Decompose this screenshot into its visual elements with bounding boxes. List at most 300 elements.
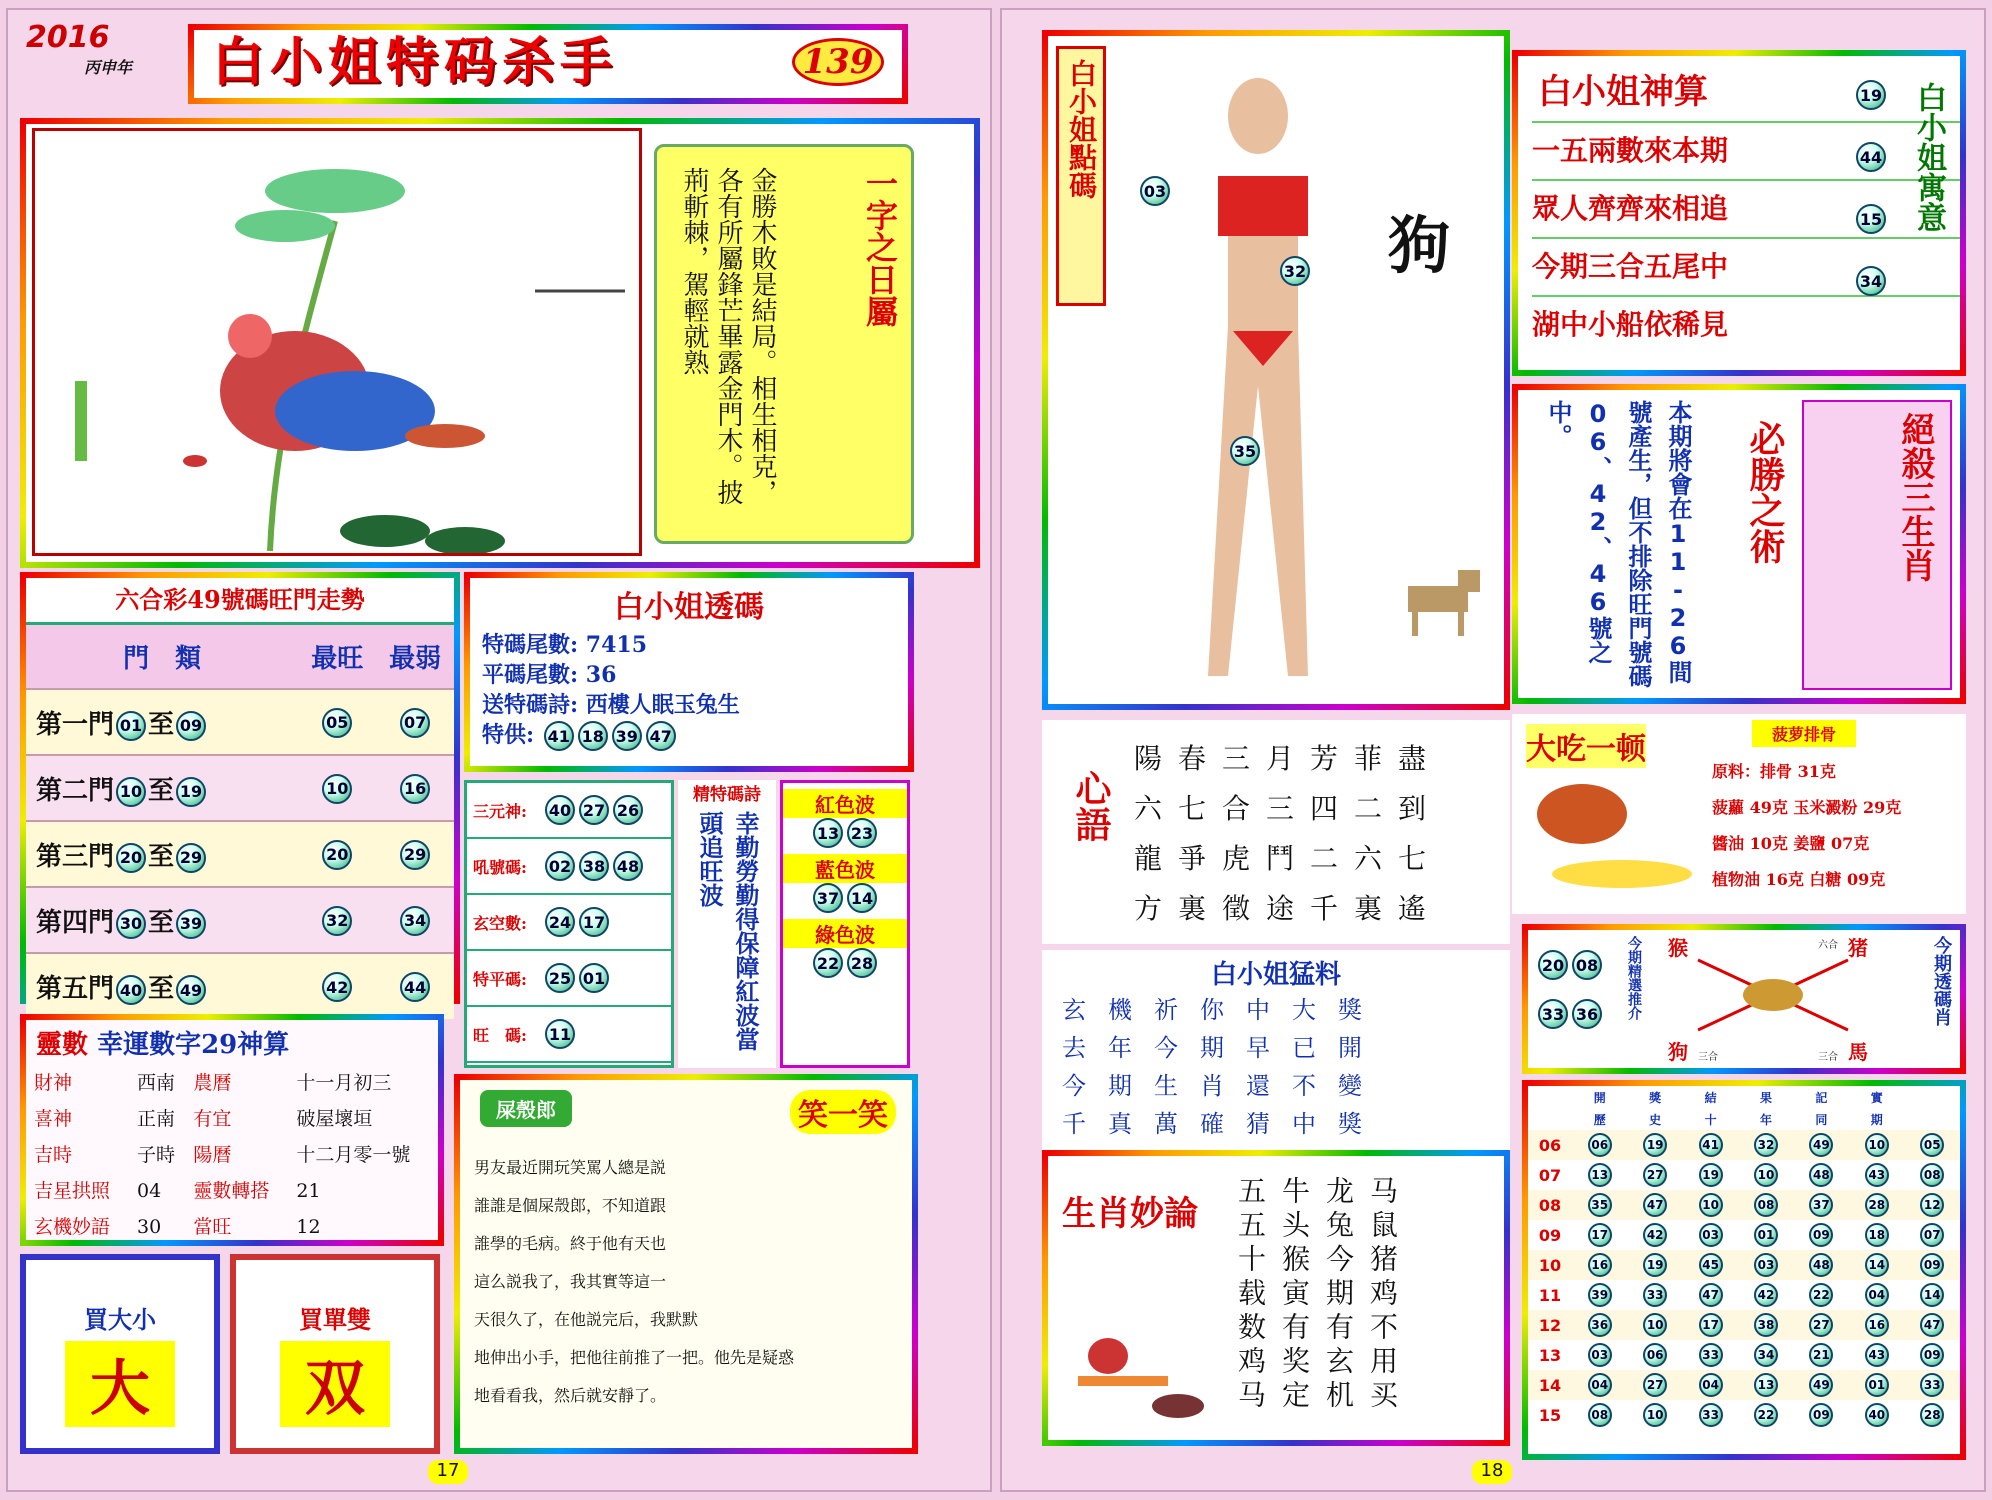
ball: 48 xyxy=(1809,1163,1833,1187)
trend-row xyxy=(26,887,454,953)
history-header-cell: 同 xyxy=(1815,1112,1828,1127)
door-label: 第四門 xyxy=(36,907,115,938)
ball: 40 xyxy=(116,975,146,1005)
poem-line: 金勝木敗是結局。 xyxy=(747,167,777,375)
ball: 30 xyxy=(116,909,146,939)
ball: 20 xyxy=(1538,950,1568,980)
history-year: 14 xyxy=(1538,1375,1562,1395)
meng-row: 玄機祈你中大獎 xyxy=(1062,996,1384,1024)
ball: 03 xyxy=(1699,1223,1723,1247)
miao-col: 龙兔今期有玄机 xyxy=(1322,1176,1355,1414)
ball: 44 xyxy=(1856,142,1886,172)
jue-box xyxy=(1802,400,1952,690)
miao-title: 生肖妙論 xyxy=(1062,1194,1198,1234)
xinyu-panel xyxy=(1042,720,1510,944)
xinyu-row: 六七合三四二到 xyxy=(1134,792,1443,825)
ball: 07 xyxy=(400,708,430,738)
code-label: 特平碼: xyxy=(473,969,527,989)
door-to: 至 xyxy=(148,841,175,872)
code-label: 吼號碼: xyxy=(473,857,527,877)
xinyu-text xyxy=(1134,734,1442,934)
story-line: 誰誰是個屎殼郎，不知道跟 xyxy=(474,1196,667,1215)
lucky-cell: 吉時 xyxy=(34,1144,73,1166)
lucky-title-b: 幸運數字29神算 xyxy=(97,1030,290,1060)
lucky-cell: 西南 xyxy=(137,1072,176,1094)
history-year: 10 xyxy=(1538,1255,1562,1275)
buy-size-box xyxy=(20,1254,220,1454)
ball: 34 xyxy=(400,906,430,936)
ball: 47 xyxy=(646,721,676,751)
ball: 21 xyxy=(1809,1343,1833,1367)
year-sub: 丙申年 xyxy=(84,58,133,77)
history-cell xyxy=(1572,1160,1627,1190)
code-label: 三元神: xyxy=(473,801,527,821)
jing-panel xyxy=(1522,924,1966,1074)
ball: 03 xyxy=(1588,1343,1612,1367)
history-cell xyxy=(1572,1190,1627,1220)
ball: 29 xyxy=(176,843,206,873)
code-label: 玄空數: xyxy=(473,913,527,933)
tou-label: 特供: xyxy=(482,722,535,748)
history-cell xyxy=(1738,1250,1793,1280)
history-header xyxy=(1528,1086,1960,1108)
jing-right: 今期透碼肖 xyxy=(1931,936,1952,1026)
ball: 07 xyxy=(1920,1223,1944,1247)
history-cell xyxy=(1683,1160,1738,1190)
history-cell xyxy=(1572,1220,1627,1250)
ball: 08 xyxy=(1572,950,1602,980)
ball: 14 xyxy=(1865,1253,1889,1277)
ball: 44 xyxy=(400,972,430,1002)
ball: 32 xyxy=(1280,256,1310,286)
history-cell xyxy=(1738,1160,1793,1190)
lucky-cell: 21 xyxy=(296,1180,321,1202)
miao-text xyxy=(1228,1176,1404,1436)
meng-row: 千真萬確猜中獎 xyxy=(1062,1110,1384,1138)
history-header-cell: 史 xyxy=(1649,1112,1662,1127)
history-cell xyxy=(1683,1310,1738,1340)
ball: 29 xyxy=(400,840,430,870)
tou-line: 平碼尾數: 36 xyxy=(482,662,617,688)
jing-a1: 猴 xyxy=(1668,936,1688,960)
ball: 22 xyxy=(1754,1403,1778,1427)
title-banner xyxy=(188,24,908,104)
ball: 01 xyxy=(1865,1373,1889,1397)
lucky-cell: 陽曆 xyxy=(193,1144,232,1166)
lucky-cell: 正南 xyxy=(137,1108,176,1130)
trend-table xyxy=(26,625,454,1019)
tou-title: 白小姐透碼 xyxy=(614,590,764,625)
ball: 16 xyxy=(400,774,430,804)
lucky-cell: 玄機妙語 xyxy=(34,1216,111,1238)
history-header-cell: 期 xyxy=(1870,1112,1883,1127)
bisheng-text xyxy=(1538,400,1698,690)
history-cell xyxy=(1738,1280,1793,1310)
ball: 36 xyxy=(1572,999,1602,1029)
lucky-cell: 十二月零一號 xyxy=(296,1144,411,1166)
history-cell xyxy=(1683,1190,1738,1220)
wave-group xyxy=(783,854,907,913)
jing-s2: 三合 xyxy=(1698,1052,1718,1063)
history-row xyxy=(1528,1190,1960,1220)
ball: 47 xyxy=(1643,1193,1667,1217)
jue-title: 絕殺三生肖 xyxy=(1895,412,1935,582)
tou-special xyxy=(482,720,908,751)
lucky-panel xyxy=(20,1014,444,1246)
history-cell xyxy=(1905,1250,1961,1280)
ball: 05 xyxy=(322,708,352,738)
trend-row xyxy=(26,953,454,1019)
wave-label: 綠色波 xyxy=(783,919,907,948)
ball: 19 xyxy=(1643,1253,1667,1277)
lucky-cell: 破屋壞垣 xyxy=(296,1108,373,1130)
ball: 09 xyxy=(176,711,206,741)
shen-line: 今期三合五尾中 xyxy=(1532,237,1960,295)
trend-min xyxy=(376,821,454,887)
code-row xyxy=(467,783,671,839)
lucky-row xyxy=(26,1137,438,1173)
history-cell xyxy=(1905,1370,1961,1400)
story-panel xyxy=(454,1074,918,1454)
ball: 14 xyxy=(1920,1283,1944,1307)
door-to: 至 xyxy=(148,907,175,938)
ball: 27 xyxy=(1809,1313,1833,1337)
year: 2016 xyxy=(26,20,110,55)
history-cell xyxy=(1572,1130,1627,1160)
ball: 19 xyxy=(1643,1133,1667,1157)
history-cell xyxy=(1683,1280,1738,1310)
ball: 41 xyxy=(1699,1133,1723,1157)
lucky-cell: 12 xyxy=(296,1216,321,1238)
buy-odd-label: 買單雙 xyxy=(299,1305,371,1334)
lucky-row xyxy=(26,1065,438,1101)
poem-line: 相生相克，各有所屬 xyxy=(713,167,777,505)
ball: 13 xyxy=(1588,1163,1612,1187)
ball: 19 xyxy=(176,777,206,807)
recipe-line: 醬油 10克 姜鹽 07克 xyxy=(1712,834,1870,853)
story-text xyxy=(460,1137,912,1427)
ball: 08 xyxy=(1920,1163,1944,1187)
lucky-cell: 有宜 xyxy=(193,1108,232,1130)
ball: 45 xyxy=(1699,1253,1723,1277)
history-cell xyxy=(1849,1370,1904,1400)
history-header xyxy=(1528,1108,1960,1130)
ball: 10 xyxy=(1643,1313,1667,1337)
xinyu-row: 陽春三月芳菲盡 xyxy=(1134,742,1443,775)
xinyu-row: 龍爭虎鬥二六七 xyxy=(1134,842,1443,875)
history-row xyxy=(1528,1160,1960,1190)
lucky-cell: 04 xyxy=(137,1180,162,1202)
trend-header: 最弱 xyxy=(389,644,442,674)
ball: 37 xyxy=(813,883,843,913)
ball: 36 xyxy=(1588,1313,1612,1337)
poem2-col: 幸勤勞勤得保障 xyxy=(731,811,760,979)
history-row xyxy=(1528,1370,1960,1400)
page-number: 17 xyxy=(428,1460,468,1484)
dachi-dish: 菠萝排骨 xyxy=(1752,720,1856,747)
trend-min xyxy=(376,755,454,821)
ball: 15 xyxy=(1856,204,1886,234)
poem-line: 披荊斬棘，駕輕就熟 xyxy=(679,167,743,505)
ball: 10 xyxy=(1643,1403,1667,1427)
ball: 10 xyxy=(1699,1193,1723,1217)
history-cell xyxy=(1627,1130,1682,1160)
history-cell xyxy=(1849,1160,1904,1190)
ball: 40 xyxy=(545,795,575,825)
history-cell xyxy=(1683,1370,1738,1400)
meng-panel xyxy=(1042,950,1510,1150)
trend-door xyxy=(26,953,298,1019)
trend-row xyxy=(26,755,454,821)
ball: 49 xyxy=(1809,1133,1833,1157)
rooster-image xyxy=(35,131,639,553)
tiger-icon xyxy=(1688,950,1858,1040)
miao-col: 马鼠猪鸡不用买 xyxy=(1366,1176,1399,1414)
code-row xyxy=(467,839,671,895)
shen-line: 一五兩數來本期 xyxy=(1532,121,1960,179)
ball: 33 xyxy=(1699,1343,1723,1367)
history-cell xyxy=(1738,1130,1793,1160)
history-cell xyxy=(1627,1220,1682,1250)
dachi-panel xyxy=(1512,714,1966,914)
history-cell xyxy=(1849,1340,1904,1370)
ball: 32 xyxy=(1754,1133,1778,1157)
dian-title: 白小姐點碼 xyxy=(1065,59,1098,199)
history-table xyxy=(1528,1086,1960,1430)
recipe-line: 植物油 16克 白糖 09克 xyxy=(1712,870,1886,889)
wave-label: 藍色波 xyxy=(783,854,907,883)
ball: 01 xyxy=(116,711,146,741)
trend-title: 六合彩49號碼旺門走勢 xyxy=(26,578,454,625)
ball: 42 xyxy=(1754,1283,1778,1307)
history-cell xyxy=(1905,1400,1961,1430)
ball: 20 xyxy=(116,843,146,873)
history-year: 07 xyxy=(1538,1165,1562,1185)
history-cell xyxy=(1572,1280,1627,1310)
ball: 38 xyxy=(579,851,609,881)
ball: 06 xyxy=(1588,1133,1612,1157)
ball: 02 xyxy=(545,851,575,881)
ball: 09 xyxy=(1920,1343,1944,1367)
history-cell xyxy=(1794,1310,1849,1340)
history-cell xyxy=(1683,1340,1738,1370)
bisheng-line: 間號產生，但不排除 xyxy=(1624,400,1692,684)
ball: 39 xyxy=(612,721,642,751)
lucky-row xyxy=(26,1173,438,1209)
ball: 03 xyxy=(1140,176,1170,206)
ball: 13 xyxy=(813,818,843,848)
history-cell xyxy=(1572,1310,1627,1340)
wave-group xyxy=(783,919,907,978)
trend-door xyxy=(26,689,298,755)
history-cell xyxy=(1794,1130,1849,1160)
history-cell xyxy=(1849,1400,1904,1430)
history-year: 08 xyxy=(1538,1195,1562,1215)
ball: 47 xyxy=(1699,1283,1723,1307)
history-cell xyxy=(1572,1400,1627,1430)
scroll-title: 一字之日屬 xyxy=(861,167,899,327)
story-line: 誰學的毛病。終于他有天也 xyxy=(474,1234,667,1253)
history-cell xyxy=(1794,1340,1849,1370)
lucky-row xyxy=(26,1209,438,1245)
ball: 39 xyxy=(1588,1283,1612,1307)
poem-scroll xyxy=(654,144,914,544)
page-number: 18 xyxy=(1472,1460,1512,1484)
ball: 33 xyxy=(1643,1283,1667,1307)
door-to: 至 xyxy=(148,775,175,806)
ball: 43 xyxy=(1865,1163,1889,1187)
buy-size-label: 買大小 xyxy=(84,1305,156,1334)
jing-s1: 六合 xyxy=(1818,940,1838,951)
history-cell xyxy=(1849,1220,1904,1250)
tou-line: 送特碼詩: 西樓人眠玉兔生 xyxy=(482,692,740,718)
ball: 40 xyxy=(1865,1403,1889,1427)
miao-panel xyxy=(1042,1150,1510,1446)
history-header-cell: 結 xyxy=(1704,1090,1717,1105)
trend-header: 最旺 xyxy=(311,644,364,674)
lucky-cell: 農曆 xyxy=(193,1072,232,1094)
history-year: 15 xyxy=(1538,1405,1562,1425)
ball: 38 xyxy=(1754,1313,1778,1337)
ball: 09 xyxy=(1809,1403,1833,1427)
ball: 19 xyxy=(1856,80,1886,110)
story-line: 天很久了，在他説完后，我默默 xyxy=(474,1310,699,1329)
history-cell xyxy=(1738,1310,1793,1340)
lucky-title-a: 靈數 xyxy=(36,1030,89,1060)
ball: 09 xyxy=(1809,1223,1833,1247)
story-badge: 笑一笑 xyxy=(790,1090,896,1134)
history-cell xyxy=(1572,1250,1627,1280)
history-row xyxy=(1528,1130,1960,1160)
jing-a3: 狗 xyxy=(1668,1040,1688,1064)
lucky-cell: 十一月初三 xyxy=(296,1072,392,1094)
jing-a4: 馬 xyxy=(1848,1040,1868,1064)
code-row xyxy=(467,895,671,951)
ball: 04 xyxy=(1699,1373,1723,1397)
lucky-cell: 吉星拱照 xyxy=(34,1180,111,1202)
lucky-cell: 喜神 xyxy=(34,1108,73,1130)
door-to: 至 xyxy=(148,974,175,1004)
history-row xyxy=(1528,1400,1960,1430)
history-cell xyxy=(1627,1340,1682,1370)
top-panel xyxy=(20,118,980,568)
trend-max xyxy=(298,887,376,953)
history-cell xyxy=(1849,1280,1904,1310)
wave-group xyxy=(783,789,907,848)
history-row xyxy=(1528,1340,1960,1370)
ball: 04 xyxy=(1588,1373,1612,1397)
ball: 20 xyxy=(322,840,352,870)
trend-door xyxy=(26,821,298,887)
shen-line: 眾人齊齊來相追 xyxy=(1532,179,1960,237)
zodiac-animal: 狗 xyxy=(1388,209,1451,282)
poem2-panel xyxy=(678,780,776,1068)
history-cell xyxy=(1849,1310,1904,1340)
code-row xyxy=(467,951,671,1007)
recipe-line: 菠蘿 49克 玉米澱粉 29克 xyxy=(1712,798,1902,817)
history-cell xyxy=(1738,1340,1793,1370)
story-line: 男友最近開玩笑罵人總是説 xyxy=(474,1158,667,1177)
door-label: 第一門 xyxy=(36,709,115,740)
trend-min xyxy=(376,689,454,755)
miao-col: 五五十载数鸡马 xyxy=(1234,1176,1267,1414)
door-label: 第三門 xyxy=(36,841,115,872)
ball: 39 xyxy=(176,909,206,939)
history-header-cell: 開 xyxy=(1593,1090,1606,1105)
history-cell xyxy=(1627,1400,1682,1430)
poem2-col: 紅波當頭追旺波 xyxy=(695,811,760,1051)
trend-panel xyxy=(20,572,460,1004)
lucky-cell: 財神 xyxy=(34,1072,73,1094)
ball: 35 xyxy=(1588,1193,1612,1217)
story-line: 地伸出小手，把他往前推了一把。他先是疑惑 xyxy=(474,1348,795,1367)
recipe-line: 原料：排骨 31克 xyxy=(1712,762,1836,781)
tou-panel xyxy=(464,572,914,772)
trend-max xyxy=(298,689,376,755)
history-cell xyxy=(1905,1280,1961,1310)
buy-odd-box xyxy=(230,1254,440,1454)
history-cell xyxy=(1627,1190,1682,1220)
history-cell xyxy=(1738,1400,1793,1430)
ball: 27 xyxy=(1643,1163,1667,1187)
jing-label: 今期精選推介 xyxy=(1626,936,1642,1020)
history-header-cell: 獎 xyxy=(1649,1090,1662,1105)
ball: 22 xyxy=(813,948,843,978)
ball: 18 xyxy=(578,721,608,751)
ball: 13 xyxy=(1754,1373,1778,1397)
ball: 04 xyxy=(1865,1283,1889,1307)
ball: 24 xyxy=(545,907,575,937)
ball: 32 xyxy=(322,906,352,936)
history-cell xyxy=(1849,1250,1904,1280)
lucky-cell: 30 xyxy=(137,1216,162,1238)
code-row xyxy=(467,1007,671,1063)
bisheng-panel xyxy=(1512,384,1966,704)
ball: 10 xyxy=(1754,1163,1778,1187)
xinyu-row: 方裏徵途千裏遙 xyxy=(1134,892,1443,925)
poem-text xyxy=(677,167,779,507)
ball: 48 xyxy=(1809,1253,1833,1277)
ball: 17 xyxy=(579,907,609,937)
trend-min xyxy=(376,887,454,953)
ball: 08 xyxy=(1588,1403,1612,1427)
lucky-cell: 靈數轉搭 xyxy=(193,1180,270,1202)
history-cell xyxy=(1683,1220,1738,1250)
history-row xyxy=(1528,1220,1960,1250)
ball: 34 xyxy=(1754,1343,1778,1367)
ball: 09 xyxy=(1920,1253,1944,1277)
ball: 11 xyxy=(545,1019,575,1049)
wave-label: 紅色波 xyxy=(783,789,907,818)
shen-balls xyxy=(1854,80,1894,328)
history-header-cell: 十 xyxy=(1704,1112,1717,1127)
ball: 37 xyxy=(1809,1193,1833,1217)
meng-row: 去年今期早已開 xyxy=(1062,1034,1384,1062)
codes-panel xyxy=(464,780,674,1068)
ball: 49 xyxy=(1809,1373,1833,1397)
trend-header: 門 類 xyxy=(123,644,202,674)
ball: 17 xyxy=(1699,1313,1723,1337)
history-cell xyxy=(1794,1190,1849,1220)
ball: 28 xyxy=(1865,1193,1889,1217)
ball: 22 xyxy=(1809,1283,1833,1307)
lucky-row xyxy=(26,1101,438,1137)
ball: 43 xyxy=(1865,1343,1889,1367)
ball: 16 xyxy=(1865,1313,1889,1337)
ball: 33 xyxy=(1699,1403,1723,1427)
history-cell xyxy=(1905,1340,1961,1370)
history-year: 09 xyxy=(1538,1225,1562,1245)
